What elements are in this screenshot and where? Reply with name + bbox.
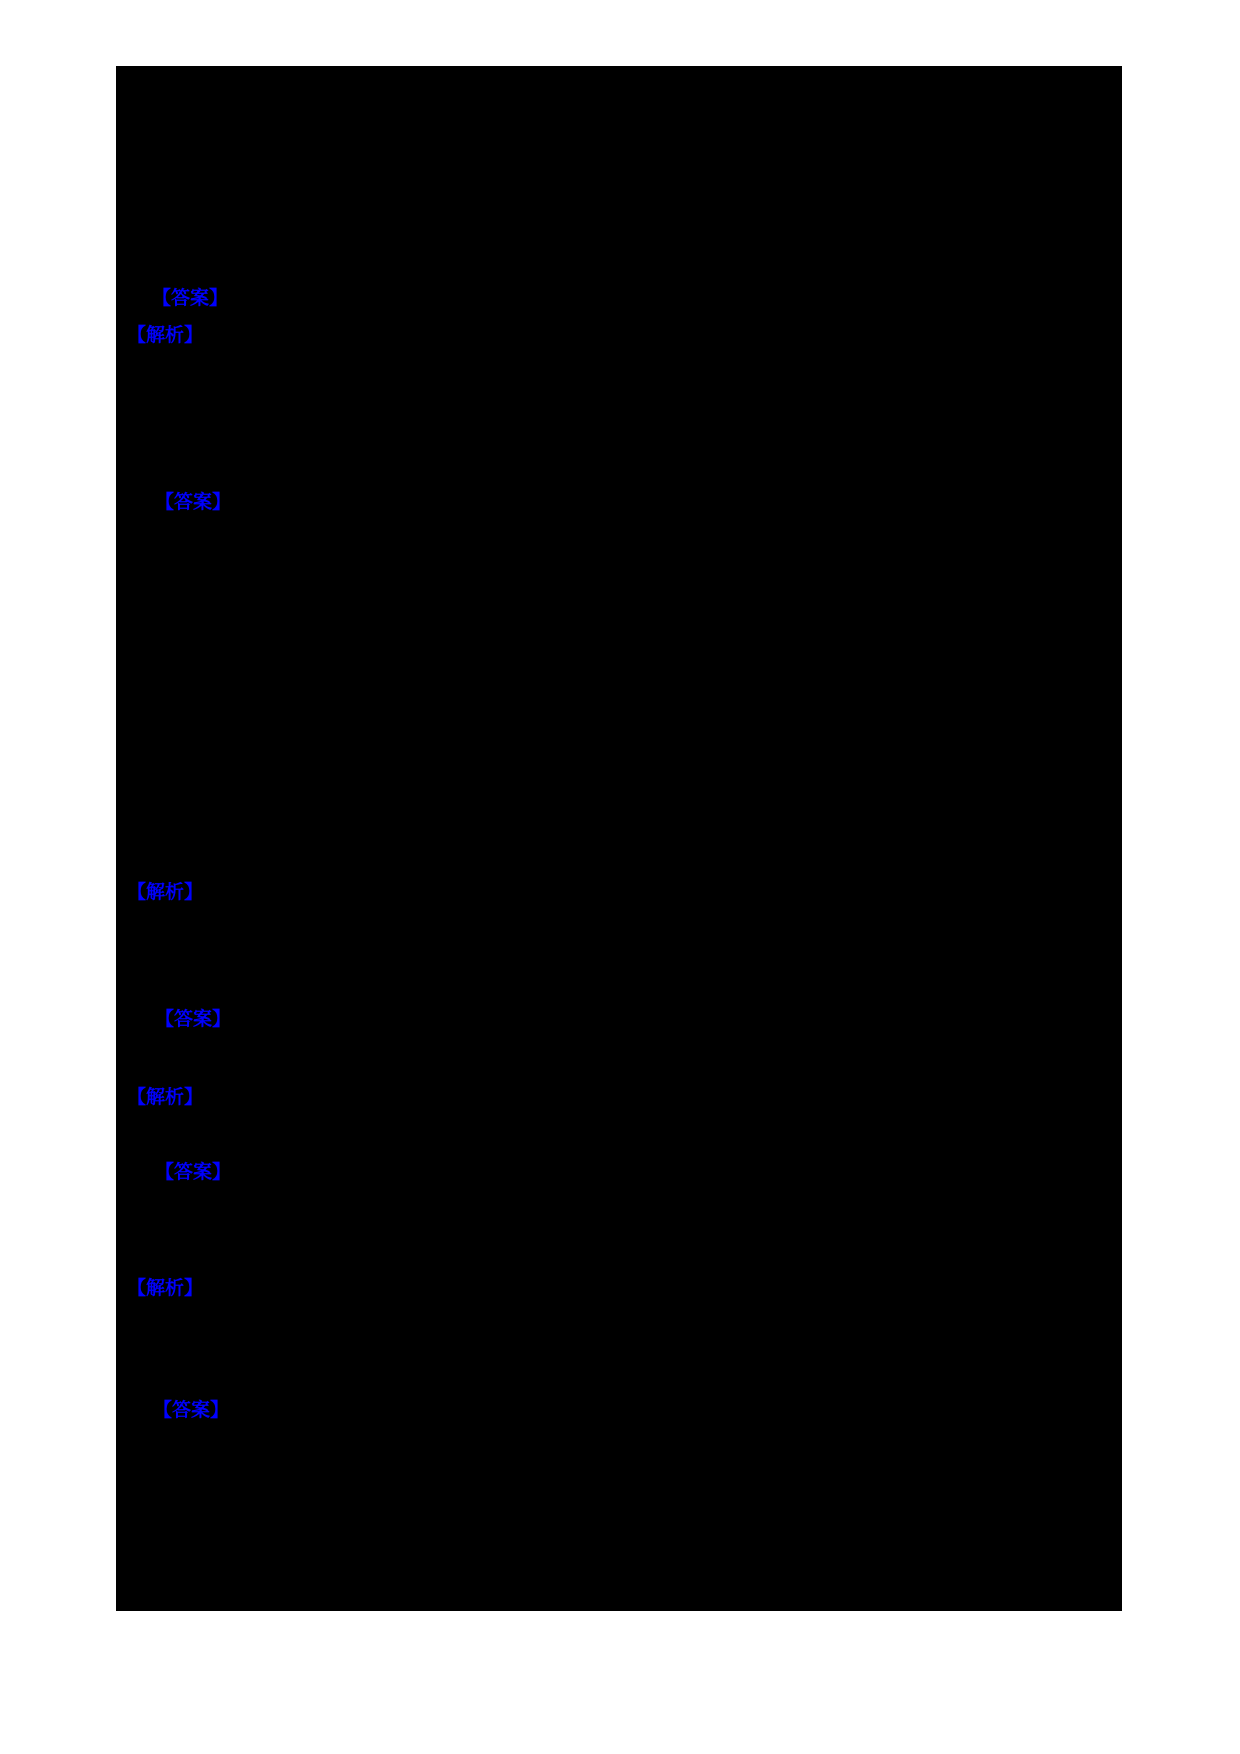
analysis-label: 【解析】	[127, 1277, 204, 1299]
answer-label: 【答案】	[155, 1161, 232, 1183]
answer-label: 【答案】	[152, 287, 229, 309]
answer-label: 【答案】	[155, 1008, 232, 1030]
answer-label: 【答案】	[153, 1399, 230, 1421]
analysis-label: 【解析】	[127, 881, 204, 903]
analysis-label: 【解析】	[127, 1086, 204, 1108]
content-area	[116, 66, 1122, 1611]
answer-label: 【答案】	[155, 491, 232, 513]
analysis-label: 【解析】	[127, 324, 204, 346]
